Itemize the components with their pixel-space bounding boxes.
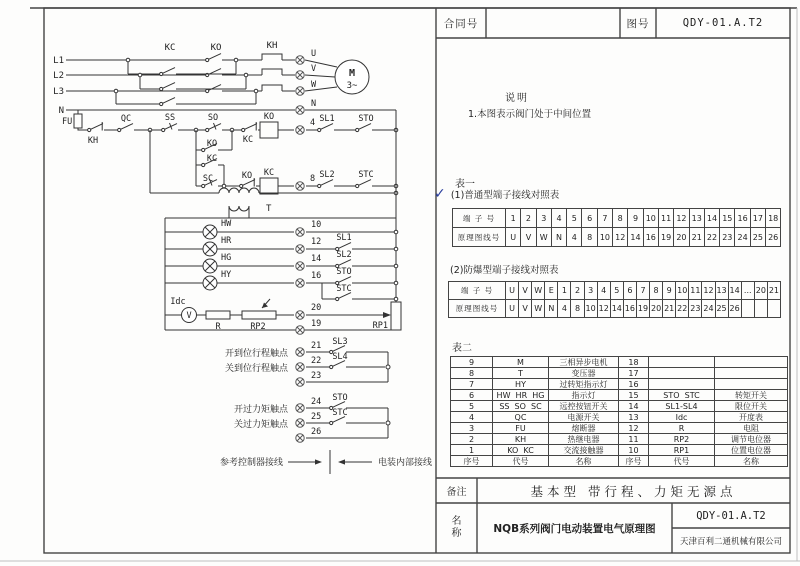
terminal-label: 21 xyxy=(311,341,322,351)
terminal-label: U xyxy=(311,49,317,59)
table-cell: 电阻 xyxy=(715,423,788,434)
terminal-label: 23 xyxy=(311,371,322,381)
fuse-label: FU xyxy=(62,117,73,127)
lamp-HY-icon xyxy=(203,276,217,290)
table-cell: STO STC xyxy=(649,390,715,401)
table-cell: 23 xyxy=(720,228,735,247)
phase-label: L1 xyxy=(53,56,64,66)
thermal-aux-label: KH xyxy=(87,136,99,146)
company-name: 天津百利二通机械有限公司 xyxy=(679,536,782,547)
table-cell xyxy=(768,300,781,318)
table-cell xyxy=(649,379,715,390)
table-cell: 名称 xyxy=(715,456,788,467)
drawing-number-label: 图号 xyxy=(626,17,650,30)
table-cell: 14 xyxy=(729,282,742,300)
table-cell xyxy=(649,368,715,379)
terminal-label: 4 xyxy=(310,118,316,128)
table-cell: 8 xyxy=(613,209,628,228)
table-cell: 7 xyxy=(451,379,493,390)
table-cell: 2 xyxy=(451,434,493,445)
table1-sub1-caption-row xyxy=(434,183,559,202)
table-cell: 1 xyxy=(506,209,521,228)
table-cell: R xyxy=(649,423,715,434)
table-cell: 23 xyxy=(689,300,702,318)
table-cell: 12 xyxy=(619,423,649,434)
table-cell: QC xyxy=(493,412,549,423)
torque-label: STC xyxy=(358,170,374,180)
table-cell: T xyxy=(493,368,549,379)
table-cell: 位置电位器 xyxy=(715,445,788,456)
terminal-label: 10 xyxy=(311,220,322,230)
neutral-label: N xyxy=(58,106,64,116)
name-label: 名称 xyxy=(451,516,462,539)
limit-label: SL4 xyxy=(332,352,348,362)
table-cell: W xyxy=(537,228,552,247)
contract-number-value xyxy=(486,8,620,38)
table-cell: 电源开关 xyxy=(549,412,619,423)
table-cell xyxy=(742,300,755,318)
table-cell: 指示灯 xyxy=(549,390,619,401)
resistor-R-icon xyxy=(206,311,230,319)
table-cell: 24 xyxy=(735,228,750,247)
table-cell: 6 xyxy=(582,209,597,228)
table-cell: 14 xyxy=(628,228,643,247)
torque-label: STC xyxy=(336,284,352,294)
terminal-label: 26 xyxy=(311,427,322,437)
table-cell: 11 xyxy=(619,434,649,445)
table-cell: 10 xyxy=(598,228,613,247)
table-cell: 9 xyxy=(663,282,676,300)
table-cell: 13 xyxy=(690,209,705,228)
table-cell: 13 xyxy=(619,412,649,423)
table-cell: 5 xyxy=(611,282,624,300)
contactor-coil-KC xyxy=(260,178,278,194)
table-cell: 9 xyxy=(628,209,643,228)
table-cell: 1 xyxy=(451,445,493,456)
table-cell: 序号 xyxy=(619,456,649,467)
table-cell: 三相异步电机 xyxy=(549,357,619,368)
table-cell: V xyxy=(519,282,532,300)
table-cell xyxy=(715,379,788,390)
fuse-icon xyxy=(74,114,82,128)
table-cell: 25 xyxy=(716,300,729,318)
note-item: 1.本图表示阀门处于中间位置 xyxy=(468,109,592,120)
table-cell: 转矩开关 xyxy=(715,390,788,401)
table-cell: 10 xyxy=(676,282,689,300)
table-cell: 8 xyxy=(582,228,597,247)
drawing-number-footer: QDY-01.A.T2 xyxy=(696,509,766,522)
table-cell: 4 xyxy=(567,228,582,247)
row-header: 原理图线号 xyxy=(453,228,506,247)
table-cell: U xyxy=(506,228,521,247)
terminal-label: 12 xyxy=(311,237,322,247)
table-cell: RP1 xyxy=(649,445,715,456)
meter-letter: V xyxy=(186,311,192,321)
terminal-label: 22 xyxy=(311,356,322,366)
terminal-label: N xyxy=(311,99,317,109)
table-cell: N xyxy=(545,300,558,318)
table-cell: 名称 xyxy=(549,456,619,467)
table-cell: 4 xyxy=(598,282,611,300)
meter-label: Idc xyxy=(170,297,186,307)
seal-label: KO xyxy=(206,139,218,149)
remark-value: 基本型 带行程、力矩无源点 xyxy=(530,483,737,499)
table-cell: 24 xyxy=(702,300,715,318)
table-cell: 17 xyxy=(751,209,766,228)
table-cell: 20 xyxy=(650,300,663,318)
limit-label: SL2 xyxy=(336,250,352,260)
lamp-label: HR xyxy=(221,236,232,246)
circuit-labels xyxy=(53,41,432,468)
contact-desc: 关过力矩触点 xyxy=(233,420,288,430)
table1-sub1-caption: (1)普通型端子接线对照表 xyxy=(450,190,560,201)
table-cell: 14 xyxy=(619,401,649,412)
lamp-HR-icon xyxy=(203,242,217,256)
wiring-note-right: 电装内部接线 xyxy=(378,458,433,468)
terminal-label: 20 xyxy=(311,303,322,313)
table-cell: 热继电器 xyxy=(549,434,619,445)
switch-label: QC xyxy=(120,114,132,124)
table-cell: 18 xyxy=(619,357,649,368)
control-section xyxy=(74,110,398,218)
button-label: SC xyxy=(202,174,214,184)
table-cell: 交流接触器 xyxy=(549,445,619,456)
table-cell: 10 xyxy=(585,300,598,318)
table-cell: 22 xyxy=(705,228,720,247)
terminal-label: 24 xyxy=(311,397,322,407)
table-row xyxy=(449,300,781,318)
table-cell xyxy=(715,368,788,379)
table-cell: 20 xyxy=(755,282,768,300)
limit-label: SL1 xyxy=(319,114,335,124)
contactor-coil-KO xyxy=(260,122,278,138)
table-cell: 6 xyxy=(624,282,637,300)
terminal-label: 19 xyxy=(311,319,322,329)
table-cell: 11 xyxy=(659,209,674,228)
table-cell: 3 xyxy=(451,423,493,434)
table-normal-terminals xyxy=(452,208,781,247)
table-cell: 21 xyxy=(768,282,781,300)
contactor-label: KC xyxy=(164,43,176,53)
table-cell: 14 xyxy=(705,209,720,228)
potentiometer-RP2-icon xyxy=(242,311,276,319)
terminal-label: 14 xyxy=(311,254,322,264)
table-cell: 4 xyxy=(451,412,493,423)
table-cell: 过转矩指示灯 xyxy=(549,379,619,390)
potentiometer-label: RP1 xyxy=(372,321,388,331)
notes-title: 说明 xyxy=(505,93,529,104)
table-cell: RP2 xyxy=(649,434,715,445)
row-header: 原理图线号 xyxy=(449,300,506,318)
interlock-label: KC xyxy=(242,135,254,145)
contract-number-label: 合同号 xyxy=(443,17,479,30)
table-cell: 11 xyxy=(689,282,702,300)
table-cell: 26 xyxy=(729,300,742,318)
limit-label: SL1 xyxy=(336,233,352,243)
table-explosionproof-terminals xyxy=(448,281,781,318)
table-cell: 15 xyxy=(720,209,735,228)
table-cell: 16 xyxy=(735,209,750,228)
potentiometer-RP1-icon xyxy=(391,302,401,330)
table-cell: V xyxy=(519,300,532,318)
table-row xyxy=(453,209,781,228)
lamp-label: HY xyxy=(221,270,232,280)
table-cell: E xyxy=(545,282,558,300)
table-cell: 开度表 xyxy=(715,412,788,423)
contact-desc: 开到位行程触点 xyxy=(224,349,288,359)
table-cell: Idc xyxy=(649,412,715,423)
table-cell: 3 xyxy=(537,209,552,228)
table-cell: 变压器 xyxy=(549,368,619,379)
table-cell: 21 xyxy=(690,228,705,247)
table-cell: 调节电位器 xyxy=(715,434,788,445)
wiring-note-left: 参考控制器接线 xyxy=(219,458,283,468)
table-cell: U xyxy=(506,282,519,300)
table-cell: 17 xyxy=(619,368,649,379)
motor-label: M xyxy=(348,68,356,79)
table-cell: W xyxy=(532,282,545,300)
table-cell: 16 xyxy=(644,228,659,247)
torque-label: STO xyxy=(358,114,374,124)
table-cell: 13 xyxy=(716,282,729,300)
contact-desc: 关到位行程触点 xyxy=(224,364,288,374)
table-cell: 4 xyxy=(552,209,567,228)
button-label: SO xyxy=(207,113,219,123)
table-cell: 22 xyxy=(676,300,689,318)
contactor-label: KO xyxy=(210,43,222,53)
table-cell: 8 xyxy=(571,300,584,318)
table-cell: KH xyxy=(493,434,549,445)
table-cell xyxy=(649,357,715,368)
table-cell: 25 xyxy=(751,228,766,247)
table-cell: FU xyxy=(493,423,549,434)
potentiometer-label: RP2 xyxy=(250,322,266,332)
terminal-label: 16 xyxy=(311,271,322,281)
table-cell: 12 xyxy=(613,228,628,247)
table-cell: 熔断器 xyxy=(549,423,619,434)
button-label: SS xyxy=(164,113,176,123)
coil-label: KC xyxy=(263,168,275,178)
table-cell: 5 xyxy=(567,209,582,228)
interlock-label: KO xyxy=(241,171,253,181)
table-cell: 20 xyxy=(674,228,689,247)
table-cell: 10 xyxy=(619,445,649,456)
table-cell: N xyxy=(552,228,567,247)
table-cell: HW HR HG xyxy=(493,390,549,401)
table-cell: 代号 xyxy=(493,456,549,467)
lamp-section xyxy=(165,110,401,334)
transformer-icon xyxy=(219,188,259,193)
table-cell: SS SO SC xyxy=(493,401,549,412)
table-cell: 6 xyxy=(451,390,493,401)
table-cell: 5 xyxy=(451,401,493,412)
limit-label: SL3 xyxy=(332,337,348,347)
terminal-label: V xyxy=(311,64,317,74)
table-cell: 3 xyxy=(585,282,598,300)
table-cell: U xyxy=(506,300,519,318)
contact-desc: 开过力矩触点 xyxy=(233,405,288,415)
table-row xyxy=(449,282,781,300)
terminal-label: 25 xyxy=(311,412,322,422)
terminal-label: 8 xyxy=(310,174,316,184)
thermal-label: KH xyxy=(266,41,278,51)
table-cell: 2 xyxy=(521,209,536,228)
table1-caption: 表一 xyxy=(455,179,475,190)
table-cell: KO KC xyxy=(493,445,549,456)
table-cell: 7 xyxy=(598,209,613,228)
table-cell: 序号 xyxy=(451,456,493,467)
table-cell: 2 xyxy=(571,282,584,300)
table-cell: 12 xyxy=(674,209,689,228)
table-cell: 19 xyxy=(659,228,674,247)
torque-label: STO xyxy=(332,393,348,403)
torque-label: STO xyxy=(336,267,352,277)
table-cell: M xyxy=(493,357,549,368)
component-table xyxy=(450,356,788,467)
table-cell xyxy=(715,357,788,368)
row-header: 端 子 号 xyxy=(449,282,506,300)
resistor-label: R xyxy=(215,322,221,332)
table-cell: 7 xyxy=(637,282,650,300)
table-cell: ... xyxy=(742,282,755,300)
table-cell: 8 xyxy=(650,282,663,300)
table-cell: HY xyxy=(493,379,549,390)
table2-caption: 表二 xyxy=(452,343,472,354)
row-header: 端 子 号 xyxy=(453,209,506,228)
table-cell: 19 xyxy=(637,300,650,318)
lamp-label: HW xyxy=(221,219,232,229)
table-cell: 8 xyxy=(451,368,493,379)
table-cell: 16 xyxy=(624,300,637,318)
drawing-number-value: QDY-01.A.T2 xyxy=(682,17,764,29)
lamp-HG-icon xyxy=(203,259,217,273)
table1-sub2-caption: (2)防爆型端子接线对照表 xyxy=(450,265,559,276)
table-cell: 代号 xyxy=(649,456,715,467)
table-cell: 限位开关 xyxy=(715,401,788,412)
lamp-label: HG xyxy=(221,253,232,263)
table-cell: 12 xyxy=(702,282,715,300)
table-row xyxy=(453,228,781,247)
seal-label: KC xyxy=(206,154,218,164)
table-cell: 15 xyxy=(619,390,649,401)
remark-label: 备注 xyxy=(446,487,467,498)
coil-label: KO xyxy=(263,112,275,122)
phase-label: L2 xyxy=(53,71,64,81)
torque-label: STC xyxy=(332,408,348,418)
table-cell: 16 xyxy=(619,379,649,390)
table-cell: 1 xyxy=(558,282,571,300)
limit-label: SL2 xyxy=(319,170,335,180)
table-cell: W xyxy=(532,300,545,318)
motor-phase-label: 3~ xyxy=(346,81,358,91)
table-cell: 14 xyxy=(611,300,624,318)
check-mark-icon: ✓ xyxy=(434,186,446,202)
phase-label: L3 xyxy=(53,87,64,97)
table-cell xyxy=(755,300,768,318)
terminal-label: W xyxy=(311,80,317,90)
table-cell: 21 xyxy=(663,300,676,318)
transformer-label: T xyxy=(266,204,272,214)
table-cell: 4 xyxy=(558,300,571,318)
table-cell: 18 xyxy=(766,209,781,228)
table-cell: 12 xyxy=(598,300,611,318)
lamp-HW-icon xyxy=(203,225,217,239)
table-cell: V xyxy=(521,228,536,247)
table-cell: SL1-SL4 xyxy=(649,401,715,412)
drawing-title: NQB系列阀门电动装置电气原理图 xyxy=(493,522,656,535)
table-cell: 9 xyxy=(451,357,493,368)
table-cell: 10 xyxy=(644,209,659,228)
table-cell: 远控按钮开关 xyxy=(549,401,619,412)
table-cell: 26 xyxy=(766,228,781,247)
